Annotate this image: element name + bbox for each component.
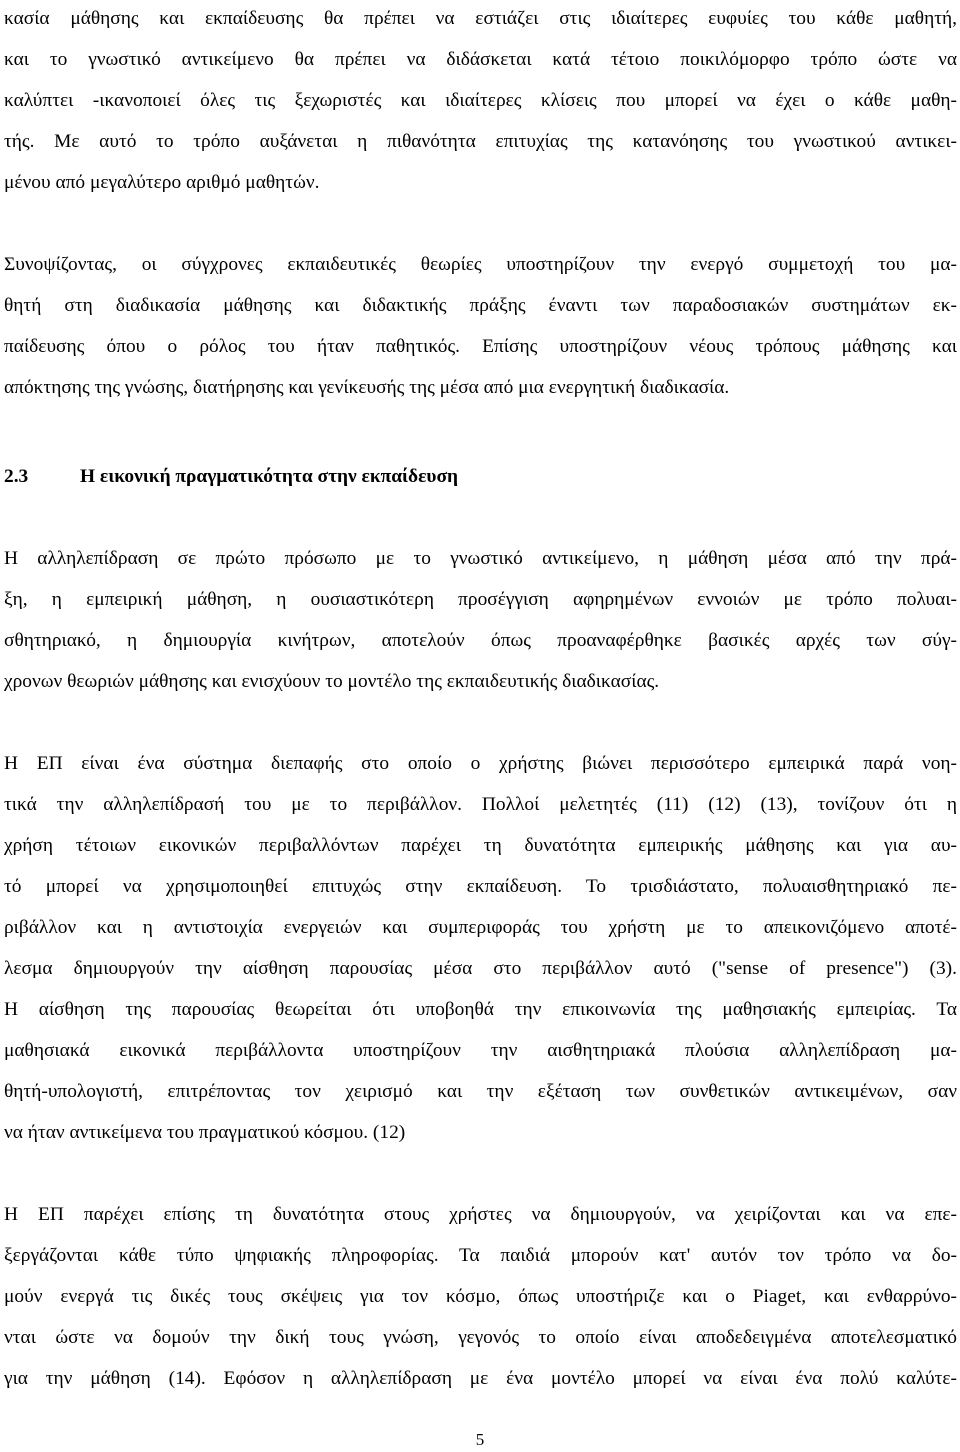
- paragraph-line: τικά την αλληλεπίδρασή του με το περιβάλλον. Πολλοί μελετητές (11) (12) (13), τονίζουν ότι η: [4, 794, 957, 815]
- section-title: Η εικονική πραγματικότητα στην εκπαίδευση: [80, 466, 459, 487]
- paragraph-line: χρήση τέτοιων εικονικών περιβαλλόντων παρέχει τη δυνατότητα εμπειρικής μάθησης και για αυ-: [4, 835, 957, 856]
- paragraph-line: Συνοψίζοντας, οι σύγχρονες εκπαιδευτικές θεωρίες υποστηρίζουν την ενεργό συμμετοχή του μα-: [4, 254, 957, 275]
- section-heading: [4, 462, 458, 492]
- paragraph-line: μένου από μεγαλύτερο αριθμό μαθητών.: [4, 172, 320, 193]
- paragraph-line: θητή-υπολογιστή, επιτρέποντας τον χειρισμό και την εξέταση των συνθετικών αντικειμένων, σαν: [4, 1081, 957, 1102]
- paragraph-line: θητή στη διαδικασία μάθησης και διδακτικής πράξης έναντι των παραδοσιακών συστημάτων εκ-: [4, 295, 957, 316]
- paragraph-line: να ήταν αντικείμενα του πραγματικού κόσμου. (12): [4, 1122, 406, 1143]
- paragraph-line: μαθησιακά εικονικά περιβάλλοντα υποστηρίζουν την αισθητηριακά πλούσια αλληλεπίδραση μα-: [4, 1040, 957, 1061]
- paragraph-line: καλύπτει -ικανοποιεί όλες τις ξεχωριστές και ιδιαίτερες κλίσεις που μπορεί να έχει ο κάθε μαθη-: [4, 90, 957, 111]
- paragraph-line: σθητηριακό, η δημιουργία κινήτρων, αποτελούν όπως προαναφέρθηκε βασικές αρχές των σύγ-: [4, 630, 957, 651]
- paragraph-line: Η αίσθηση της παρουσίας θεωρείται ότι υποβοηθά την επικοινωνία της μαθησιακής εμπειρίας. Τα: [4, 999, 957, 1020]
- paragraph-line: νται ώστε να δομούν την δική τους γνώση, γεγονός το οποίο είναι αποδεδειγμένα αποτελεσματικό: [4, 1327, 957, 1348]
- paragraph-line: μούν ενεργά τις δικές τους σκέψεις για τον κόσμο, όπως υποστήριζε και ο Piaget, και ενθαρρύνο-: [4, 1286, 957, 1307]
- section-number: 2.3: [4, 466, 29, 487]
- paragraph-line: και το γνωστικό αντικείμενο θα πρέπει να διδάσκεται κατά τέτοιο ποικιλόμορφο τρόπο ώστε να: [4, 49, 957, 70]
- paragraph-line: ξεργάζονται κάθε τύπο ψηφιακής πληροφορίας. Τα παιδιά μπορούν κατ' αυτόν τον τρόπο να δο-: [4, 1245, 957, 1266]
- paragraph-line: Η ΕΠ είναι ένα σύστημα διεπαφής στο οποίο ο χρήστης βιώνει περισσότερο εμπειρικά παρά νοη-: [4, 753, 957, 774]
- paragraph-line: για την μάθηση (14). Εφόσον η αλληλεπίδραση με ένα μοντέλο μπορεί να είναι ένα πολύ καλύτε-: [4, 1368, 957, 1389]
- paragraph-line: λεσμα δημιουργούν την αίσθηση παρουσίας μέσα στο περιβάλλον αυτό ("sense of presence") (3).: [4, 958, 957, 979]
- paragraph-line: κασία μάθησης και εκπαίδευσης θα πρέπει να εστιάζει στις ιδιαίτερες ευφυίες του κάθε μαθητή,: [4, 8, 957, 29]
- paragraph-line: Η ΕΠ παρέχει επίσης τη δυνατότητα στους χρήστες να δημιουργούν, να χειρίζονται και να επε-: [4, 1204, 957, 1225]
- paragraph-line: ριβάλλον και η αντιστοιχία ενεργειών και συμπεριφοράς του χρήστη με το απεικονιζόμενο αποτέ-: [4, 917, 957, 938]
- paragraph-line: Η αλληλεπίδραση σε πρώτο πρόσωπο με το γνωστικό αντικείμενο, η μάθηση μέσα από την πρά-: [4, 548, 957, 569]
- page-number: 5: [475, 1430, 485, 1449]
- paragraph-line: ξη, η εμπειρική μάθηση, η ουσιαστικότερη προσέγγιση αφηρημένων εννοιών με τρόπο πολυαι-: [4, 589, 957, 610]
- paragraph-line: χρονων θεωριών μάθησης και ενισχύουν το μοντέλο της εκπαιδευτικής διαδικασίας.: [4, 671, 660, 692]
- paragraph-line: παίδευσης όπου ο ρόλος του ήταν παθητικός. Επίσης υποστηρίζουν νέους τρόπους μάθησης και: [4, 336, 957, 357]
- paragraph-line: απόκτησης της γνώσης, διατήρησης και γενίκευσής της μέσα από μια ενεργητική διαδικασία.: [4, 377, 730, 398]
- paragraph-line: τό μπορεί να χρησιμοποιηθεί επιτυχώς στην εκπαίδευση. Το τρισδιάστατο, πολυαισθητηριακό πε-: [4, 876, 957, 897]
- paragraph-line: τής. Με αυτό το τρόπο αυξάνεται η πιθανότητα επιτυχίας της κατανόησης του γνωστικού αντικει-: [4, 131, 957, 152]
